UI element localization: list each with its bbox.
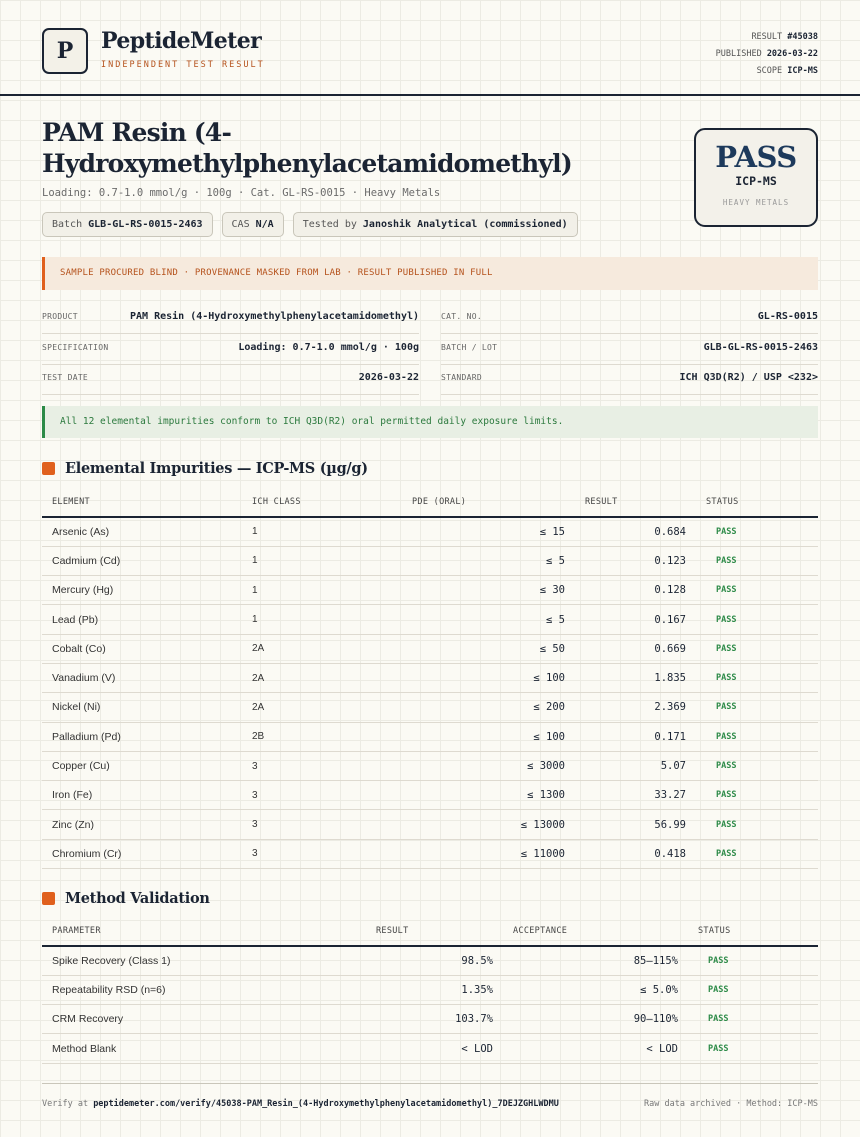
validation-section-heading xyxy=(42,890,210,907)
table-row xyxy=(42,634,818,663)
parameter-name: Spike Recovery (Class 1) xyxy=(42,946,366,975)
status-badge: PASS xyxy=(696,781,818,810)
result-value: 1.835 xyxy=(575,663,696,692)
table-row xyxy=(42,751,818,780)
table-header-row xyxy=(42,917,818,946)
info-test-date xyxy=(42,364,419,395)
validation-result: < LOD xyxy=(366,1034,503,1063)
chip-row xyxy=(42,212,578,237)
info-standard xyxy=(441,364,818,395)
info-value: Loading: 0.7-1.0 mmol/g · 100g xyxy=(238,342,419,353)
parameter-name: CRM Recovery xyxy=(42,1005,366,1034)
pde-limit: ≤ 5 xyxy=(402,605,575,634)
validation-result: 1.35% xyxy=(366,975,503,1004)
pde-limit: ≤ 11000 xyxy=(402,839,575,868)
pde-limit: ≤ 100 xyxy=(402,663,575,692)
status-badge: PASS xyxy=(688,1034,818,1063)
cas-chip: CAS N/A xyxy=(222,212,284,237)
acceptance-criteria: ≤ 5.0% xyxy=(503,975,688,1004)
column-header: RESULT xyxy=(575,488,696,517)
info-value: ICH Q3D(R2) / USP <232> xyxy=(679,372,818,383)
validation-result: 103.7% xyxy=(366,1005,503,1034)
result-value: 0.418 xyxy=(575,839,696,868)
validation-result: 98.5% xyxy=(366,946,503,975)
ich-class: 1 xyxy=(242,517,402,546)
result-value: 56.99 xyxy=(575,810,696,839)
conformity-banner: All 12 elemental impurities conform to ICH Q3D(R2) oral permitted daily exposure limits. xyxy=(42,406,818,438)
ich-class: 3 xyxy=(242,810,402,839)
pde-limit: ≤ 30 xyxy=(402,576,575,605)
ich-class: 3 xyxy=(242,751,402,780)
info-value: GL-RS-0015 xyxy=(757,311,818,322)
ich-class: 1 xyxy=(242,605,402,634)
pass-stamp xyxy=(694,128,818,227)
status-badge: PASS xyxy=(688,975,818,1004)
section-title: Elemental Impurities — ICP-MS (µg/g) xyxy=(65,460,368,477)
column-header: ELEMENT xyxy=(42,488,242,517)
element-name: Copper (Cu) xyxy=(42,751,242,780)
batch-chip: Batch GLB-GL-RS-0015-2463 xyxy=(42,212,213,237)
table-row xyxy=(42,546,818,575)
info-label: CAT. NO. xyxy=(441,312,482,321)
element-name: Zinc (Zn) xyxy=(42,810,242,839)
info-label: BATCH / LOT xyxy=(441,343,498,352)
status-badge: PASS xyxy=(696,839,818,868)
pde-limit: ≤ 200 xyxy=(402,693,575,722)
column-header: ICH CLASS xyxy=(242,488,402,517)
column-header: STATUS xyxy=(688,917,818,946)
table-row xyxy=(42,839,818,868)
brand-name: PeptideMeter xyxy=(101,28,262,54)
validation-table xyxy=(42,917,818,1064)
status-badge: PASS xyxy=(696,605,818,634)
scope-value: ICP-MS xyxy=(787,66,818,76)
column-header: STATUS xyxy=(696,488,818,517)
info-value: GLB-GL-RS-0015-2463 xyxy=(703,342,818,353)
ich-class: 2A xyxy=(242,663,402,692)
pde-limit: ≤ 13000 xyxy=(402,810,575,839)
section-marker-icon xyxy=(42,892,55,905)
table-row xyxy=(42,517,818,546)
info-cat-no xyxy=(441,303,818,334)
status-badge: PASS xyxy=(696,751,818,780)
table-row xyxy=(42,1005,818,1034)
published-date: 2026-03-22 xyxy=(766,49,818,59)
pde-limit: ≤ 100 xyxy=(402,722,575,751)
product-subtitle: Loading: 0.7-1.0 mmol/g · 100g · Cat. GL-RS-0015 · Heavy Metals xyxy=(42,187,441,199)
info-batch-lot xyxy=(441,334,818,365)
info-label: STANDARD xyxy=(441,373,482,382)
table-row xyxy=(42,1034,818,1063)
ich-class: 1 xyxy=(242,546,402,575)
verify-label: Verify at xyxy=(42,1099,89,1109)
brand-logo: P xyxy=(42,28,88,74)
table-row xyxy=(42,975,818,1004)
report-footer xyxy=(42,1083,818,1109)
info-label: TEST DATE xyxy=(42,373,89,382)
table-row xyxy=(42,576,818,605)
ich-class: 3 xyxy=(242,839,402,868)
element-name: Palladium (Pd) xyxy=(42,722,242,751)
section-marker-icon xyxy=(42,462,55,475)
impurities-section-heading xyxy=(42,460,368,477)
result-label: RESULT xyxy=(751,32,783,42)
tested-by-chip: Tested by Janoshik Analytical (commissioned) xyxy=(293,212,578,237)
ich-class: 2B xyxy=(242,722,402,751)
column-header: RESULT xyxy=(366,917,503,946)
validation-table-body xyxy=(42,946,818,1063)
ich-class: 2A xyxy=(242,634,402,663)
report-header xyxy=(0,0,860,96)
status-badge: PASS xyxy=(688,1005,818,1034)
scope-label: SCOPE xyxy=(756,66,783,76)
status-badge: PASS xyxy=(696,663,818,692)
product-title: PAM Resin (4-Hydroxymethylphenylacetamidomethyl) xyxy=(42,118,572,178)
result-value: 33.27 xyxy=(575,781,696,810)
element-name: Iron (Fe) xyxy=(42,781,242,810)
archive-note: Raw data archived · Method: ICP-MS xyxy=(644,1099,818,1109)
table-row xyxy=(42,722,818,751)
element-name: Chromium (Cr) xyxy=(42,839,242,868)
status-badge: PASS xyxy=(696,810,818,839)
element-name: Mercury (Hg) xyxy=(42,576,242,605)
info-value: PAM Resin (4-Hydroxymethylphenylacetamidomethyl) xyxy=(130,311,419,322)
table-row xyxy=(42,663,818,692)
pde-limit: ≤ 1300 xyxy=(402,781,575,810)
info-specification xyxy=(42,334,419,365)
verify-link[interactable]: peptidemeter.com/verify/45038-PAM_Resin_(4-Hydroxymethylphenylacetamidomethyl)_7DEJZGHLWDMU xyxy=(93,1099,559,1109)
element-name: Vanadium (V) xyxy=(42,663,242,692)
table-row xyxy=(42,693,818,722)
published-label: PUBLISHED xyxy=(715,49,762,59)
status-badge: PASS xyxy=(688,946,818,975)
status-badge: PASS xyxy=(696,576,818,605)
element-name: Cobalt (Co) xyxy=(42,634,242,663)
ich-class: 2A xyxy=(242,693,402,722)
stamp-verdict: PASS xyxy=(715,140,797,174)
status-badge: PASS xyxy=(696,722,818,751)
column-header: PARAMETER xyxy=(42,917,366,946)
info-label: PRODUCT xyxy=(42,312,78,321)
parameter-name: Repeatability RSD (n=6) xyxy=(42,975,366,1004)
result-value: 5.07 xyxy=(575,751,696,780)
info-label: SPECIFICATION xyxy=(42,343,109,352)
stamp-method: ICP-MS xyxy=(735,174,777,188)
result-value: 0.128 xyxy=(575,576,696,605)
pde-limit: ≤ 5 xyxy=(402,546,575,575)
acceptance-criteria: 85–115% xyxy=(503,946,688,975)
acceptance-criteria: < LOD xyxy=(503,1034,688,1063)
result-value: 0.669 xyxy=(575,634,696,663)
impurities-table xyxy=(42,488,818,869)
element-name: Lead (Pb) xyxy=(42,605,242,634)
result-value: 0.171 xyxy=(575,722,696,751)
ich-class: 1 xyxy=(242,576,402,605)
pde-limit: ≤ 15 xyxy=(402,517,575,546)
status-badge: PASS xyxy=(696,517,818,546)
report-meta xyxy=(716,29,818,80)
info-value: 2026-03-22 xyxy=(358,372,419,383)
brand-tagline: INDEPENDENT TEST RESULT xyxy=(101,60,265,70)
result-value: 0.684 xyxy=(575,517,696,546)
pde-limit: ≤ 3000 xyxy=(402,751,575,780)
table-row xyxy=(42,605,818,634)
info-product xyxy=(42,303,419,334)
column-header: ACCEPTANCE xyxy=(503,917,688,946)
table-header-row xyxy=(42,488,818,517)
table-row xyxy=(42,781,818,810)
parameter-name: Method Blank xyxy=(42,1034,366,1063)
status-badge: PASS xyxy=(696,546,818,575)
element-name: Cadmium (Cd) xyxy=(42,546,242,575)
section-title: Method Validation xyxy=(65,890,210,907)
status-badge: PASS xyxy=(696,693,818,722)
stamp-category: HEAVY METALS xyxy=(722,198,790,207)
ich-class: 3 xyxy=(242,781,402,810)
acceptance-criteria: 90–110% xyxy=(503,1005,688,1034)
result-value: 0.123 xyxy=(575,546,696,575)
column-header: PDE (ORAL) xyxy=(402,488,575,517)
table-row xyxy=(42,946,818,975)
blind-procurement-notice: SAMPLE PROCURED BLIND · PROVENANCE MASKED FROM LAB · RESULT PUBLISHED IN FULL xyxy=(42,257,818,290)
status-badge: PASS xyxy=(696,634,818,663)
table-row xyxy=(42,810,818,839)
element-name: Arsenic (As) xyxy=(42,517,242,546)
pde-limit: ≤ 50 xyxy=(402,634,575,663)
element-name: Nickel (Ni) xyxy=(42,693,242,722)
result-value: 0.167 xyxy=(575,605,696,634)
impurities-table-body xyxy=(42,517,818,869)
result-number: #45038 xyxy=(787,32,818,42)
result-value: 2.369 xyxy=(575,693,696,722)
